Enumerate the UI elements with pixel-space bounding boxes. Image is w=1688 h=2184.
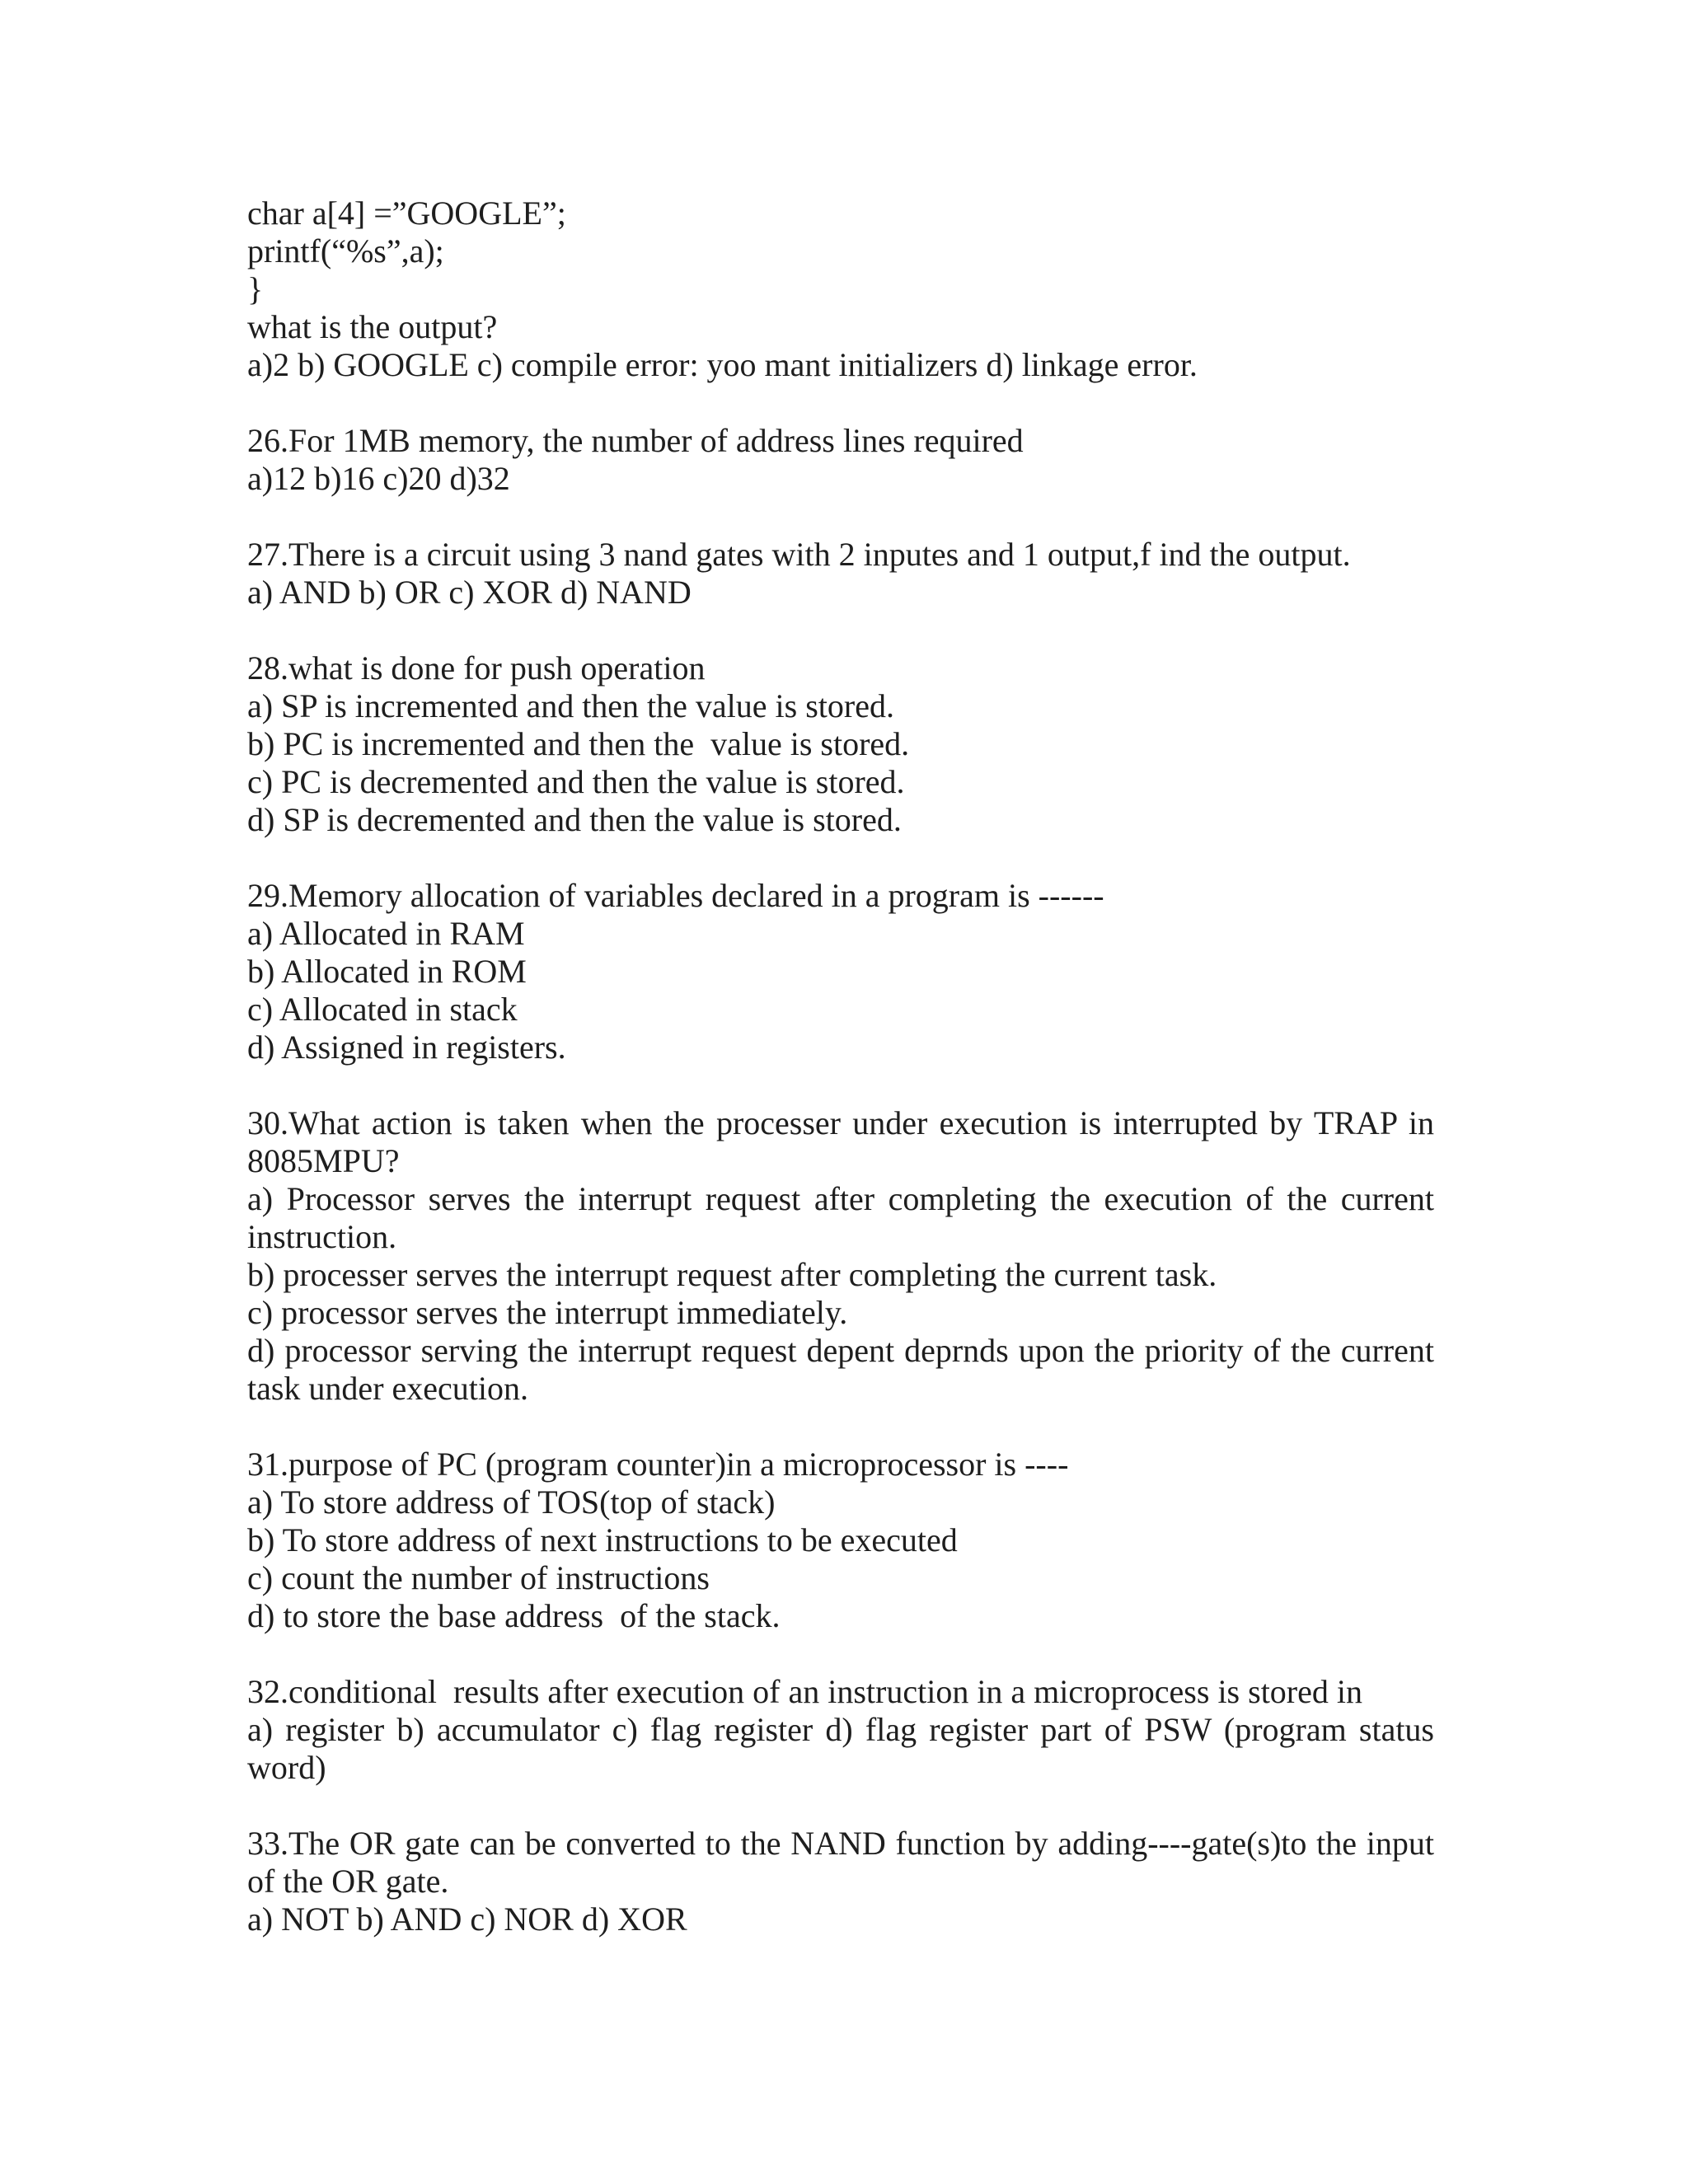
question-text: 26.For 1MB memory, the number of address lines required bbox=[247, 422, 1024, 459]
code-line: } bbox=[247, 270, 264, 307]
question-29 bbox=[247, 877, 1434, 1066]
code-line: printf(“%s”,a); bbox=[247, 232, 444, 269]
option-d: d) processor serving the interrupt request depent deprnds upon the priority of the current task under execution. bbox=[247, 1332, 1434, 1407]
question-text: what is the output? bbox=[247, 308, 498, 345]
question-33 bbox=[247, 1825, 1434, 1938]
question-text: 29.Memory allocation of variables declared in a program is ------ bbox=[247, 877, 1104, 914]
code-line: char a[4] =”GOOGLE”; bbox=[247, 194, 566, 232]
option-c: c) PC is decremented and then the value is stored. bbox=[247, 763, 905, 800]
question-text: 28.what is done for push operation bbox=[247, 649, 706, 687]
answer-options: a)2 b) GOOGLE c) compile error: yoo mant initializers d) linkage error. bbox=[247, 346, 1198, 383]
option-a: a) Allocated in RAM bbox=[247, 915, 525, 952]
question-text: 33.The OR gate can be converted to the NAND function by adding----gate(s)to the input of the OR gate. bbox=[247, 1825, 1434, 1900]
answer-options: a)12 b)16 c)20 d)32 bbox=[247, 460, 510, 497]
option-c: c) processor serves the interrupt immediately. bbox=[247, 1294, 848, 1331]
question-text: 31.purpose of PC (program counter)in a microprocessor is ---- bbox=[247, 1446, 1069, 1483]
option-a: a) To store address of TOS(top of stack) bbox=[247, 1483, 776, 1521]
option-a: a) Processor serves the interrupt request after completing the execution of the current instruction. bbox=[247, 1180, 1434, 1255]
option-b: b) processer serves the interrupt request after completing the current task. bbox=[247, 1256, 1217, 1293]
option-d: d) to store the base address of the stack. bbox=[247, 1597, 781, 1634]
option-a: a) SP is incremented and then the value is stored. bbox=[247, 687, 894, 724]
answer-options: a) register b) accumulator c) flag register d) flag register part of PSW (program status word) bbox=[247, 1711, 1434, 1786]
option-d: d) Assigned in registers. bbox=[247, 1029, 566, 1066]
question-text: 32.conditional results after execution of an instruction in a microprocess is stored in bbox=[247, 1673, 1362, 1710]
option-c: c) Allocated in stack bbox=[247, 991, 518, 1028]
question-text: 30.What action is taken when the processer under execution is interrupted by TRAP in 8085MPU? bbox=[247, 1104, 1434, 1179]
option-c: c) count the number of instructions bbox=[247, 1559, 710, 1596]
question-30 bbox=[247, 1104, 1434, 1408]
code-snippet-question bbox=[247, 194, 1434, 384]
option-b: b) To store address of next instructions to be executed bbox=[247, 1521, 958, 1558]
option-b: b) Allocated in ROM bbox=[247, 953, 527, 990]
answer-options: a) NOT b) AND c) NOR d) XOR bbox=[247, 1900, 687, 1938]
option-b: b) PC is incremented and then the value is stored. bbox=[247, 725, 910, 762]
answer-options: a) AND b) OR c) XOR d) NAND bbox=[247, 574, 692, 611]
option-d: d) SP is decremented and then the value is stored. bbox=[247, 801, 902, 838]
question-32 bbox=[247, 1673, 1434, 1787]
question-27 bbox=[247, 536, 1434, 612]
question-26 bbox=[247, 422, 1434, 498]
question-31 bbox=[247, 1446, 1434, 1635]
question-28 bbox=[247, 649, 1434, 839]
document-page bbox=[247, 194, 1434, 1976]
question-text: 27.There is a circuit using 3 nand gates with 2 inputes and 1 output,f ind the output. bbox=[247, 536, 1351, 573]
